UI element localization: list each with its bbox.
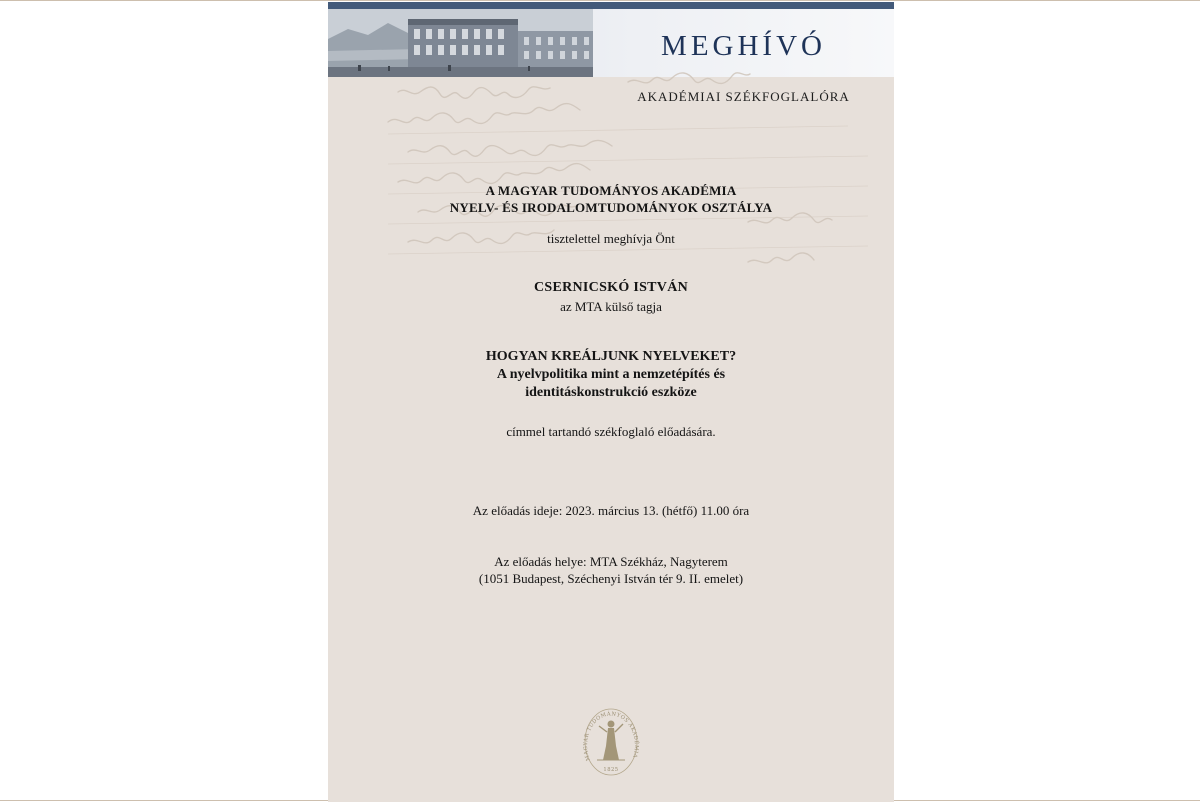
lecture-title-block	[328, 348, 894, 402]
organization-section: NYELV- ÉS IRODALOMTUDOMÁNYOK OSZTÁLYA	[449, 200, 773, 215]
lecture-title: HOGYAN KREÁLJUNK NYELVEKET?	[485, 349, 737, 364]
svg-text:MAGYAR TUDOMÁNYOS AKADÉMIA: MAGYAR TUDOMÁNYOS AKADÉMIA	[582, 711, 640, 762]
organization-name: A MAGYAR TUDOMÁNYOS AKADÉMIA	[485, 183, 737, 198]
academy-seal-logo	[581, 702, 641, 778]
lecture-tail-text: címmel tartandó székfoglaló előadására.	[506, 424, 716, 439]
lecture-address: (1051 Budapest, Széchenyi István tér 9. II. emelet)	[478, 571, 744, 586]
lecture-place: Az előadás helye: MTA Székház, Nagyterem	[494, 554, 728, 569]
top-border-line	[0, 0, 1200, 1]
lecture-place-block	[328, 553, 894, 587]
lecture-subtitle-line1: A nyelvpolitika mint a nemzetépítés és	[496, 367, 726, 382]
organization-block	[328, 182, 894, 216]
invites-text: tisztelettel meghívja Önt	[547, 231, 675, 246]
lecture-time: Az előadás ideje: 2023. március 13. (hétfő) 11.00 óra	[472, 503, 750, 518]
invitation-subtitle: AKADÉMIAI SZÉKFOGLALÓRA	[637, 89, 850, 104]
lecture-subtitle-line2: identitáskonstrukció eszköze	[525, 385, 697, 400]
academy-building-etching	[328, 9, 593, 77]
invitation-page	[328, 2, 894, 802]
invitation-title: MEGHÍVÓ	[661, 30, 826, 62]
header-top-bar	[328, 2, 894, 9]
speaker-role: az MTA külső tagja	[560, 299, 662, 314]
svg-text:1825: 1825	[603, 767, 619, 773]
speaker-name: CSERNICSKÓ ISTVÁN	[533, 280, 689, 295]
